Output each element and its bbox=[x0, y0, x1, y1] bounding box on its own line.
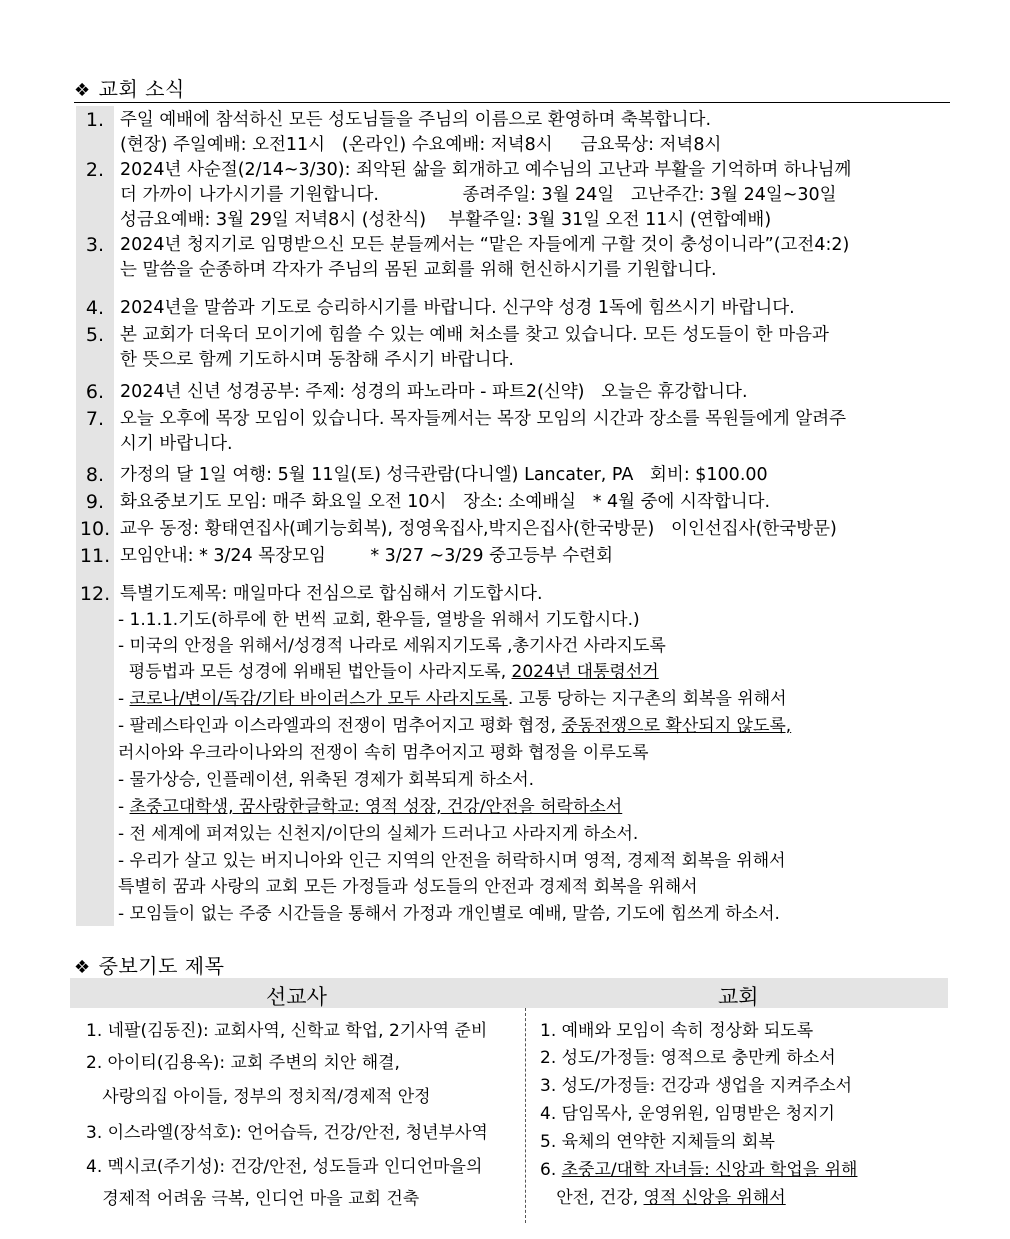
news-item-text: (현장) 주일예배: 오전11시 (온라인) 수요예배: 저녁8시 금요묵상: 저녁8시 bbox=[120, 135, 722, 155]
prayer-line: - 코로나/변이/독감/기타 바이러스가 모두 사라지도록. 고통 당하는 지구촌의 회복을 위해서 bbox=[118, 689, 787, 709]
church-item: 4. 담임목사, 운영위원, 임명받은 청지기 bbox=[540, 1104, 835, 1124]
missionary-item: 4. 멕시코(주기성): 건강/안전, 성도들과 인디언마을의 bbox=[86, 1157, 483, 1177]
news-item-number: 2. bbox=[85, 159, 105, 181]
news-item-number: 11. bbox=[79, 545, 111, 567]
prayer-line: - 미국의 안정을 위해서/성경적 나라로 세워지기도록 ,총기사건 사라지도록 bbox=[118, 636, 666, 656]
intercession-table-header bbox=[70, 978, 948, 1008]
news-item-text: 오늘 오후에 목장 모임이 있습니다. 목자들께서는 목장 모임의 시간과 장소를 목원들에게 알려주 bbox=[120, 409, 847, 429]
news-title-rule bbox=[74, 102, 950, 103]
prayer-line: - 전 세계에 퍼져있는 신천지/이단의 실체가 드러나고 사라지게 하소서. bbox=[118, 824, 639, 844]
intercession-title-text: 중보기도 제목 bbox=[98, 954, 225, 978]
church-item: 2. 성도/가정들: 영적으로 충만케 하소서 bbox=[540, 1048, 836, 1068]
church-item: 5. 육체의 연약한 지체들의 회복 bbox=[540, 1132, 775, 1152]
news-item-text: 특별기도제목: 매일마다 전심으로 합심해서 기도합시다. bbox=[120, 584, 543, 604]
news-item-number: 1. bbox=[85, 109, 105, 131]
news-item-text: 한 뜻으로 함께 기도하시며 동참해 주시기 바랍니다. bbox=[120, 350, 514, 370]
church-column-header: 교회 bbox=[718, 985, 759, 1009]
news-item-text: 가정의 달 1일 여행: 5월 11일(토) 성극관람(다니엘) Lancater, PA 회비: $100.00 bbox=[120, 465, 768, 485]
diamond-bullet-icon: ❖ bbox=[74, 80, 91, 101]
prayer-line: - 1.1.1.기도(하루에 한 번씩 교회, 환우들, 열방을 위해서 기도합시다.) bbox=[118, 610, 640, 630]
intercession-section-title bbox=[74, 950, 224, 979]
prayer-line: - 초중고대학생, 꿈사랑한글학교: 영적 성장, 건강/안전을 허락하소서 bbox=[118, 797, 623, 817]
news-item-text: 더 가까이 나가시기를 기원합니다. 종려주일: 3월 24일 고난주간: 3월 24일~30일 bbox=[120, 185, 837, 205]
church-item: 3. 성도/가정들: 건강과 생업을 지켜주소서 bbox=[540, 1076, 853, 1096]
news-item-text: 2024년 사순절(2/14~3/30): 죄악된 삶을 회개하고 예수님의 고난과 부활을 기억하며 하나님께 bbox=[120, 160, 852, 180]
news-item-text: 화요중보기도 모임: 매주 화요일 오전 10시 장소: 소예배실 * 4월 중에 시작합니다. bbox=[120, 492, 771, 512]
prayer-line: - 우리가 살고 있는 버지니아와 인근 지역의 안전을 허락하시며 영적, 경제적 회복을 위해서 bbox=[118, 851, 786, 871]
prayer-line: 러시아와 우크라이나와의 전쟁이 속히 멈추어지고 평화 협정을 이루도록 bbox=[118, 743, 649, 763]
prayer-line: - 물가상승, 인플레이션, 위축된 경제가 회복되게 하소서. bbox=[118, 770, 535, 790]
prayer-line: - 팔레스타인과 이스라엘과의 전쟁이 멈추어지고 평화 협정, 중동전쟁으로 확산되지 않도록, bbox=[118, 716, 792, 736]
missionary-item: 사랑의집 아이들, 정부의 정치적/경제적 안정 bbox=[86, 1087, 431, 1107]
news-section-title bbox=[74, 73, 185, 102]
news-item-number: 10. bbox=[79, 518, 111, 540]
news-item-text: 2024년 청지기로 임명받으신 모든 분들께서는 “맡은 자들에게 구할 것이 충성이니라”(고전4:2) bbox=[120, 235, 850, 255]
missionary-item: 1. 네팔(김동진): 교회사역, 신학교 학업, 2기사역 준비 bbox=[86, 1021, 488, 1041]
number-column-shading bbox=[76, 106, 114, 926]
church-item: 안전, 건강, 영적 신앙을 위해서 bbox=[540, 1188, 786, 1208]
news-item-number: 8. bbox=[85, 464, 105, 486]
news-item-text: 주일 예배에 참석하신 모든 성도님들을 주님의 이름으로 환영하며 축복합니다. bbox=[120, 110, 712, 130]
news-item-text: 시기 바랍니다. bbox=[120, 434, 233, 454]
news-title-text: 교회 소식 bbox=[98, 77, 185, 101]
column-divider bbox=[525, 1008, 526, 1223]
news-item-number: 5. bbox=[85, 324, 105, 346]
news-item-text: 2024년을 말씀과 기도로 승리하시기를 바랍니다. 신구약 성경 1독에 힘쓰시기 바랍니다. bbox=[120, 298, 795, 318]
prayer-line: 평등법과 모든 성경에 위배된 법안들이 사라지도록, 2024년 대통령선거 bbox=[118, 662, 659, 682]
news-item-text: 성금요예배: 3월 29일 저녁8시 (성찬식) 부활주일: 3월 31일 오전 11시 (연합예배) bbox=[120, 210, 772, 230]
prayer-line: 특별히 꿈과 사랑의 교회 모든 가정들과 성도들의 안전과 경제적 회복을 위해서 bbox=[118, 877, 698, 897]
missionary-item: 경제적 어려움 극복, 인디언 마을 교회 건축 bbox=[86, 1189, 420, 1209]
news-item-number: 3. bbox=[85, 234, 105, 256]
news-item-number: 7. bbox=[85, 408, 105, 430]
news-item-text: 는 말씀을 순종하며 각자가 주님의 몸된 교회를 위해 헌신하시기를 기원합니다. bbox=[120, 260, 717, 280]
news-item-text: 교우 동정: 황태연집사(폐기능회복), 정영욱집사,박지은집사(한국방문) 이인선집사(한국방문) bbox=[120, 519, 837, 539]
news-item-number: 4. bbox=[85, 297, 105, 319]
diamond-bullet-icon: ❖ bbox=[74, 957, 91, 978]
missionary-column-header: 선교사 bbox=[266, 985, 327, 1009]
news-item-number: 9. bbox=[85, 491, 105, 513]
church-item: 1. 예배와 모임이 속히 정상화 되도록 bbox=[540, 1021, 814, 1041]
prayer-line: - 모임들이 없는 주중 시간들을 통해서 가정과 개인별로 예배, 말씀, 기도에 힘쓰게 하소서. bbox=[118, 904, 780, 924]
missionary-item: 3. 이스라엘(장석호): 언어습득, 건강/안전, 청년부사역 bbox=[86, 1123, 488, 1143]
news-item-number: 12. bbox=[79, 583, 111, 605]
church-item: 6. 초중고/대학 자녀들: 신앙과 학업을 위해 bbox=[540, 1160, 858, 1180]
news-item-text: 모임안내: * 3/24 목장모임 * 3/27 ~3/29 중고등부 수련회 bbox=[120, 546, 613, 566]
news-item-text: 본 교회가 더욱더 모이기에 힘쓸 수 있는 예배 처소를 찾고 있습니다. 모든 성도들이 한 마음과 bbox=[120, 325, 829, 345]
news-item-number: 6. bbox=[85, 381, 105, 403]
missionary-item: 2. 아이티(김용옥): 교회 주변의 치안 해결, bbox=[86, 1053, 400, 1073]
news-item-text: 2024년 신년 성경공부: 주제: 성경의 파노라마 - 파트2(신약) 오늘은 휴강합니다. bbox=[120, 382, 748, 402]
